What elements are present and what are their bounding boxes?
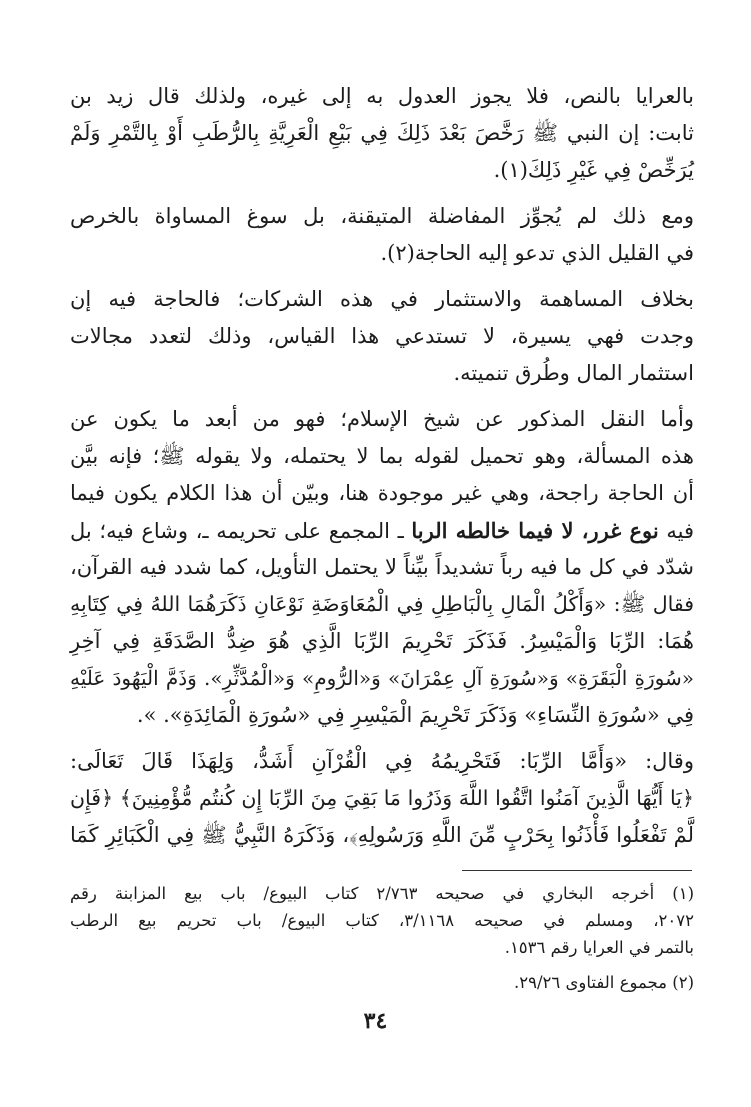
paragraph	[70, 198, 694, 272]
footnotes	[70, 880, 694, 996]
text-line: بالعرايا بالنص، فلا يجوز العدول به إلى غيره، ولذلك قال زيد بن	[70, 84, 695, 108]
footnote-line: (١) أخرجه البخاري في صحيحه ٢/٧٦٣ كتاب البيوع/ باب بيع المزابنة رقم	[70, 884, 694, 903]
paragraph	[70, 78, 694, 189]
text-line: «سُورَةِ الْبَقَرَةِ» وَ«سُورَةِ آلِ عِمْرَانَ» وَ«الرُّومِ» وَ«الْمُدَّثِّرِ». وَذَمَّ الْيَهُودَ عَلَيْهِ	[70, 666, 694, 690]
footnote-line: بالتمر في العرايا رقم ١٥٣٦.	[504, 938, 694, 957]
paragraph	[70, 281, 694, 392]
footnote	[70, 969, 694, 996]
text-line: أن الحاجة راجحة، وهي غير موجودة هنا، وبيّن أن هذا الكلام يكون فيما	[70, 481, 694, 505]
quran-verse-line: ﴿يَا أَيُّهَا الَّذِينَ آمَنُوا اتَّقُوا اللَّهَ وَذَرُوا مَا بَقِيَ مِنَ الرِّبَا إِن كُنتُم مُّؤْمِنِينَ﴾ ﴿فَإِن	[70, 786, 694, 810]
paragraph	[70, 743, 694, 854]
text-line: فقال ﷺ: «وَأَكْلُ الْمَالِ بِالْبَاطِلِ فِي الْمُعَاوَضَةِ نَوْعَانِ ذَكَرَهُمَا اللهُ فِي كِتَابِهِ	[70, 592, 694, 616]
text-line: ومع ذلك لم يُجوِّز المفاضلة المتيقنة، بل سوغ المساواة بالخرص	[70, 204, 694, 228]
text-line: يُرَخِّصْ فِي غَيْرِ ذَلِكَ(١).	[493, 158, 694, 182]
text-line: فِي «سُورَةِ النِّسَاءِ» وَذَكَرَ تَحْرِيمَ الْمَيْسِرِ فِي «سُورَةِ الْمَائِدَةِ». ».	[136, 703, 694, 727]
text-line: وجدت فهي يسيرة، لا تستدعي هذا القياس، وذلك لتعدد مجالات	[70, 324, 694, 348]
footnote	[70, 880, 694, 961]
text-line: بخلاف المساهمة والاستثمار في هذه الشركات؛ فالحاجة فيه إن	[70, 287, 694, 311]
page-number: ٣٤	[363, 1008, 388, 1034]
footnote-line: (٢) مجموع الفتاوى ٢٩/٢٦.	[514, 973, 694, 992]
text-line: هُمَا: الرِّبَا وَالْمَيْسِرُ. فَذَكَرَ تَحْرِيمَ الرِّبَا الَّذِي هُوَ ضِدُّ الصَّدَقَةِ فِي آخِرِ	[70, 629, 694, 653]
text-line: ثابت: إن النبي ﷺ رَخَّصَ بَعْدَ ذَلِكَ فِي بَيْعِ الْعَرِيَّةِ بِالرُّطَبِ أَوْ بِالتَّمْرِ وَلَمْ	[70, 121, 694, 145]
text-line-with-bold: فيه نوع غرر، لا فيما خالطه الربا ـ المجمع على تحريمه ـ، وشاع فيه؛ بل	[70, 518, 694, 543]
text-line: وقال: «وَأَمَّا الرِّبَا: فَتَحْرِيمُهُ فِي الْقُرْآنِ أَشَدُّ، وَلِهَذَا قَالَ تَعَالَى:	[70, 749, 694, 773]
text-line: شدّد في كل ما فيه رباً تشديداً بيِّناً لا يحتمل التأويل، كما شدد فيه القرآن،	[70, 555, 694, 579]
quran-verse-line: لَّمْ تَفْعَلُوا فَأْذَنُوا بِحَرْبٍ مِّنَ اللَّهِ وَرَسُولِهِ﴾، وَذَكَرَهُ النَّبِيُّ ﷺ فِي الْكَبَائِرِ كَمَا	[70, 823, 694, 847]
text-line: وأما النقل المذكور عن شيخ الإسلام؛ فهو من أبعد ما يكون عن	[70, 407, 694, 431]
text-line: هذه المسألة، وهو تحميل لقوله بما لا يحتمله، ولا يقوله ﷺ؛ فإنه بيَّن	[70, 444, 694, 468]
text-line: استثمار المال وطُرق تنميته.	[453, 361, 694, 385]
text-line: في القليل الذي تدعو إليه الحاجة(٢).	[380, 241, 694, 265]
paragraph	[70, 401, 694, 734]
footnote-separator	[462, 870, 692, 871]
footnote-line: ٢٠٧٢، ومسلم في صحيحه ٣/١١٦٨، كتاب البيوع/ باب تحريم بيع الرطب	[70, 911, 694, 930]
body-text	[70, 78, 694, 854]
bold-phrase: نوع غرر، لا فيما خالطه الربا	[411, 518, 659, 543]
